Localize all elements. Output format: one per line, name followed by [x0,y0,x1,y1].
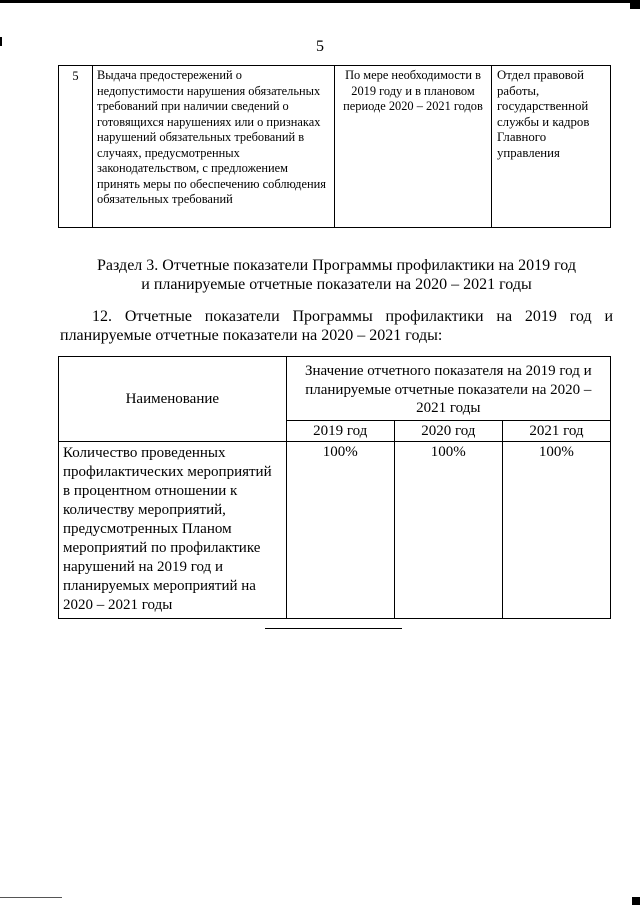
table-row [59,441,611,618]
name-column-header: Наименование [59,357,287,442]
year-header-2020: 2020 год [394,420,502,441]
paragraph-12 [60,307,613,345]
indicators-table [58,356,611,619]
activities-table-continuation [58,65,611,228]
term-cell: По мере необходимости в 2019 году и в плановом периоде 2020 – 2021 годов [335,66,492,228]
year-header-2021: 2021 год [502,420,610,441]
closing-divider [265,628,402,629]
responsible-cell: Отдел правовой работы, государственной службы и кадров Главного управления [492,66,611,228]
row-number: 5 [59,66,93,228]
value-column-header: Значение отчетного показателя на 2019 год и планируемые отчетные показатели на 2020 – 2021 годы [286,357,610,421]
table-row [59,66,611,228]
section-heading-line1: Раздел 3. Отчетные показатели Программы профилактики на 2019 год [97,257,576,274]
value-2020: 100% [394,441,502,618]
scan-edge-top [0,0,640,3]
scan-mark-bottom-right [632,897,640,905]
section-heading-line2: и планируемые отчетные показатели на 2020 – 2021 годы [141,276,532,293]
year-header-2019: 2019 год [286,420,394,441]
paragraph-line2: планируемые отчетные показатели на 2020 – 2021 годы: [60,327,443,344]
value-2021: 100% [502,441,610,618]
value-2019: 100% [286,441,394,618]
scan-mark-top-right [630,0,640,9]
page-number: 5 [316,38,324,55]
section-heading [60,256,613,294]
indicator-name: Количество проведенных профилактических мероприятий в процентном отношении к количеству мероприятий, предусмотренных Планом мероприятий по профилактике нарушений на 2019 год и планируемых мероприятий на 2020 – 2021 годы [59,441,287,618]
scan-mark-bottom-left [0,897,62,898]
action-cell: Выдача предостережений о недопустимости нарушения обязательных требований при наличии сведений о готовящихся нарушениях или о признаках нарушений обязательных требований в случаях, предусмотренных законодательством, с предложением принять меры по обеспечению соблюдения обязательных требований [93,66,335,228]
table-header-row [59,357,611,421]
paragraph-line1: 12. Отчетные показатели Программы профилактики на 2019 год и [92,308,613,325]
